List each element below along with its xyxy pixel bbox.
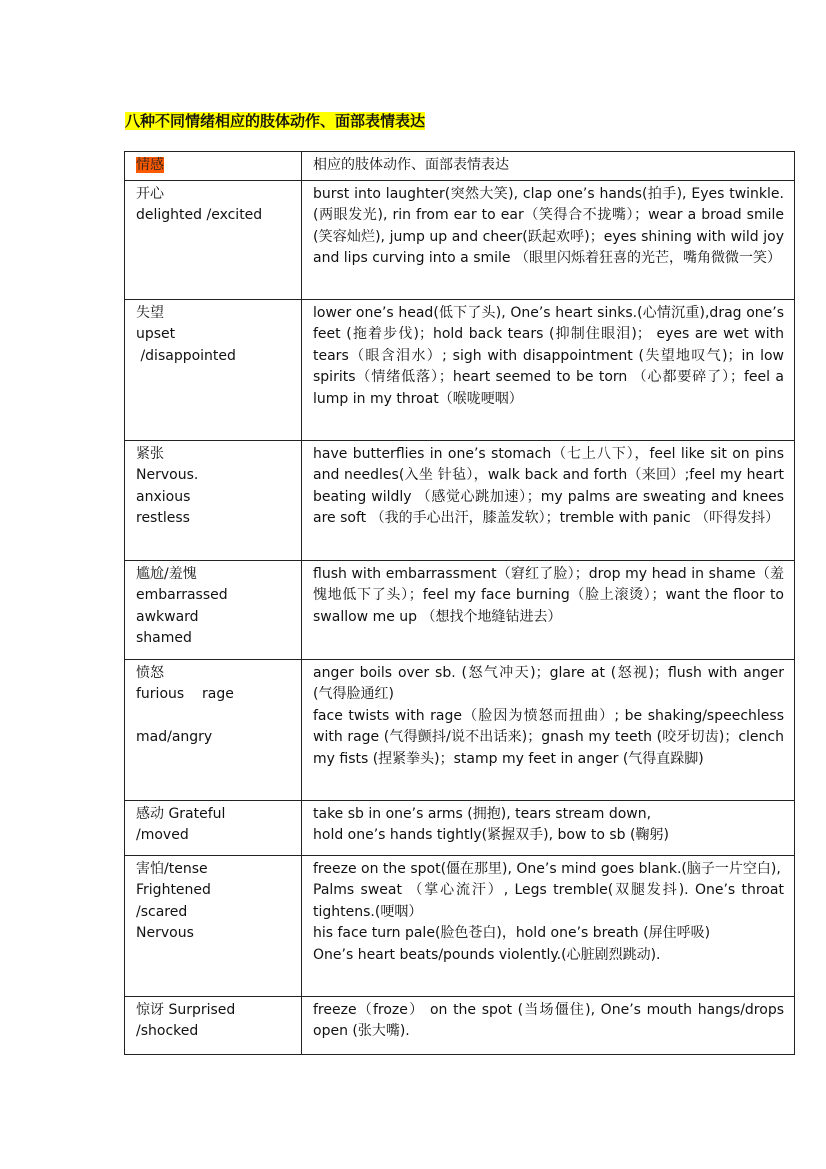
header-expressions: 相应的肢体动作、面部表情表达 [302,152,795,181]
expressions-cell: freeze（froze） on the spot (当场僵住), One’s mouth hangs/drops open (张大嘴). [302,996,795,1054]
table-row [125,440,795,560]
emotion-cell: 紧张 Nervous. anxious restless [125,440,302,560]
table-row [125,855,795,996]
expressions-cell: take sb in one’s arms (拥抱), tears stream down, hold one’s hands tightly(紧握双手), bow to sb (鞠躬) [302,800,795,855]
table-row [125,800,795,855]
emotion-cell: 感动 Grateful /moved [125,800,302,855]
emotion-expression-table [124,151,795,1055]
emotion-cell: 失望 upset /disappointed [125,299,302,440]
expressions-cell: flush with embarrassment（窘红了脸）；drop my head in shame（羞愧地低下了头）；feel my face burning（脸上滚烫）；want the floor to swallow me up （想找个地缝钻进去） [302,560,795,659]
table-row [125,560,795,659]
emotion-cell: 害怕/tense Frightened /scared Nervous [125,855,302,996]
emotion-cell: 惊讶 Surprised /shocked [125,996,302,1054]
table-row [125,659,795,800]
expressions-cell: freeze on the spot(僵在那里), One’s mind goes blank.(脑子一片空白), Palms sweat （掌心流汗）, Legs tremble(双腿发抖). One’s throat tightens.(哽咽） his face turn pale(脸色苍白)，hold one’s breath (屏住呼吸) One’s heart beats/pounds violently.(心脏剧烈跳动). [302,855,795,996]
table-row [125,180,795,299]
table-row [125,299,795,440]
table-header-row [125,152,795,181]
header-emotion: 情感 [125,152,302,181]
emotion-cell: 尴尬/羞愧 embarrassed awkward shamed [125,560,302,659]
expressions-cell: lower one’s head(低下了头), One’s heart sinks.(心情沉重),drag one’s feet (拖着步伐)；hold back tears (抑制住眼泪)； eyes are wet with tears（眼含泪水）; sigh with disappointment (失望地叹气)；in low spirits（情绪低落）；heart seemed to be torn （心都要碎了）；feel a lump in my throat（喉咙哽咽） [302,299,795,440]
expressions-cell: have butterflies in one’s stomach（七上八下），feel like sit on pins and needles(入坐 针毡），walk back and forth（来回）;feel my heart beating wildly （感觉心跳加速）；my palms are sweating and knees are soft （我的手心出汗，膝盖发软）；tremble with panic （吓得发抖） [302,440,795,560]
expressions-cell: burst into laughter(突然大笑), clap one’s hands(拍手), Eyes twinkle.(两眼发光), rin from ear to ear（笑得合不拢嘴）；wear a broad smile (笑容灿烂), jump up and cheer(跃起欢呼)；eyes shining with wild joy and lips curving into a smile （眼里闪烁着狂喜的光芒，嘴角微微一笑） [302,180,795,299]
table-row [125,996,795,1054]
document-title: 八种不同情绪相应的肢体动作、面部表情表达 [125,112,426,130]
expressions-cell: anger boils over sb. (怒气冲天)；glare at (怒视)；flush with anger (气得脸通红) face twists with rage（脸因为愤怒而扭曲）; be shaking/speechless with rage (气得颤抖/说不出话来)；gnash my teeth (咬牙切齿)；clench my fists (捏紧拳头)；stamp my feet in anger (气得直跺脚) [302,659,795,800]
emotion-cell: 愤怒 furious rage mad/angry [125,659,302,800]
emotion-cell: 开心 delighted /excited [125,180,302,299]
